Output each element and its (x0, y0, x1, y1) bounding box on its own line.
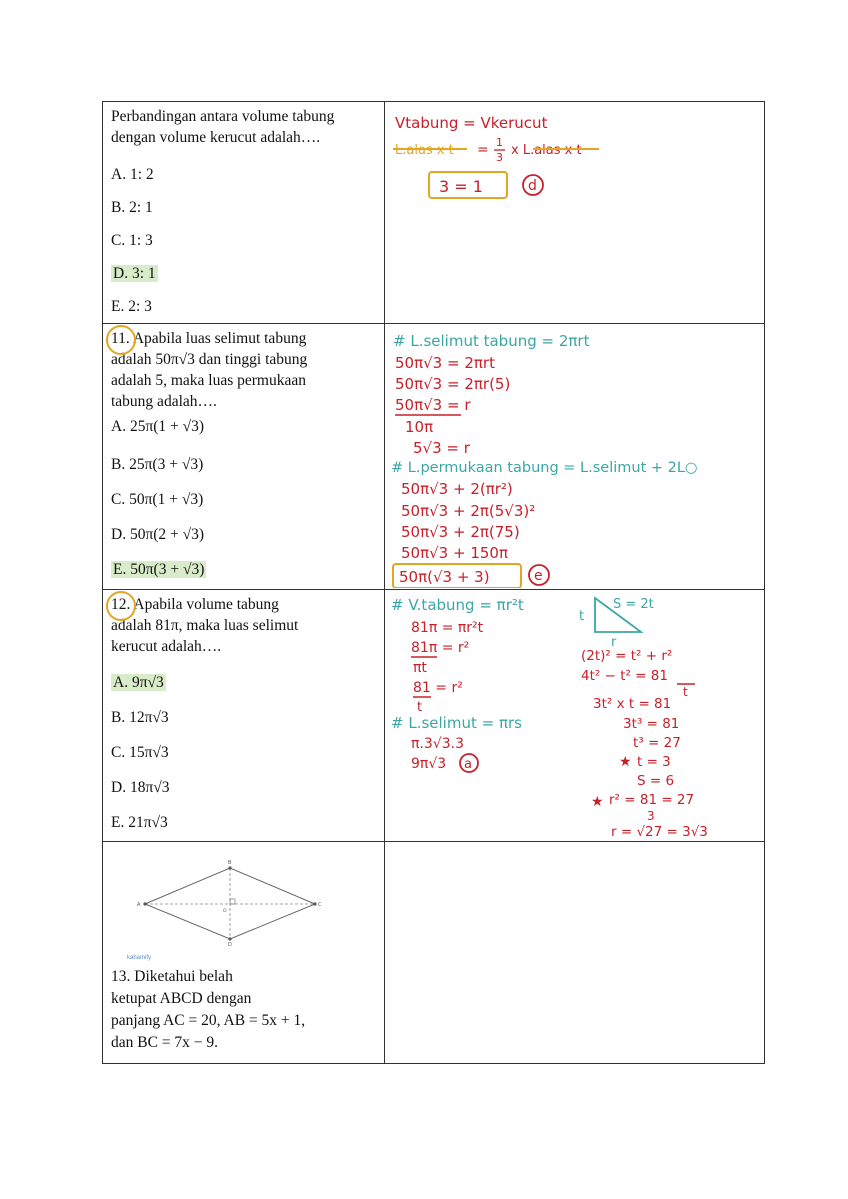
hw-line: 3t³ = 81 (623, 716, 680, 732)
question-text-13 (111, 966, 376, 1054)
option-c: C. 1: 3 (111, 232, 153, 249)
hw-boxed: 3 = 1 (439, 177, 483, 196)
option-c: C. 15π√3 (111, 744, 169, 761)
question-cell-11 (103, 324, 385, 590)
hw-line: 3 (647, 809, 655, 823)
hw-line: 50π√3 = 2πr(5) (395, 375, 511, 393)
hw-line: 81π = r² (411, 640, 470, 656)
hw-line: x L.alas x t (511, 143, 582, 158)
hw-line: 5√3 = r (413, 439, 470, 457)
option-d-correct: D. 3: 1 (113, 265, 156, 282)
hw-line: # V.tabung = πr²t (391, 596, 524, 614)
question-row-13 (103, 842, 765, 1064)
question-line: adalah 81π, maka luas selimut (111, 617, 299, 634)
option-a: A. 1: 2 (111, 166, 154, 183)
hw-line: L.alas x t (395, 143, 454, 158)
hw-line: 3t² x t = 81 (593, 696, 672, 712)
star-mark: ★ (619, 754, 632, 770)
hw-line: π.3√3.3 (411, 736, 464, 752)
hw-line: 81π = πr²t (411, 620, 484, 636)
hw-answer: e (534, 568, 543, 584)
hw-line: 4t² − t² = 81 (581, 668, 668, 684)
label-a: A (137, 902, 141, 908)
vertex-d (228, 937, 231, 940)
vertex-c (313, 902, 316, 905)
handwritten-solution-11 (385, 324, 765, 590)
hw-line: = (477, 142, 489, 158)
hw-line: # L.selimut tabung = 2πrt (393, 332, 590, 350)
hw-line: t (683, 685, 688, 699)
label-o: O (223, 909, 227, 914)
hw-line: # L.selimut = πrs (391, 714, 522, 732)
hw-line: r = √27 = 3√3 (611, 824, 708, 840)
hw-answer: a (464, 757, 472, 772)
question-line: kerucut adalah…. (111, 638, 222, 655)
question-line: Apabila luas selimut tabung (129, 330, 307, 347)
watermark: kahamify (127, 955, 152, 961)
hw-line: 50π√3 = r (395, 396, 471, 414)
question-cell-13 (103, 842, 385, 1064)
hw-frac-den: 3 (496, 151, 503, 164)
label-b: B (228, 860, 232, 866)
hw-line: πt (413, 660, 427, 676)
tri-label-r: r (611, 635, 617, 650)
hw-line: 50π√3 + 2π(75) (401, 523, 520, 541)
option-c: C. 50π(1 + √3) (111, 491, 204, 508)
question-table (102, 101, 765, 1064)
ring-mark (106, 325, 136, 355)
hw-line: Vtabung = Vkerucut (395, 114, 548, 132)
hw-line: # L.permukaan tabung = L.selimut + 2L○ (391, 460, 698, 476)
option-d: D. 18π√3 (111, 779, 170, 796)
option-a-correct: A. 9π√3 (113, 674, 164, 691)
option-d: D. 50π(2 + √3) (111, 526, 205, 543)
hw-answer: d (528, 178, 537, 194)
option-e-correct: E. 50π(3 + √3) (113, 561, 205, 578)
question-line: 13. Diketahui belah (111, 968, 233, 985)
label-c: C (318, 902, 322, 908)
hw-line: S = 6 (637, 773, 675, 789)
handwritten-solution-12 (385, 590, 765, 842)
option-e: E. 2: 3 (111, 298, 152, 315)
question-text-11 (111, 328, 376, 412)
hw-line: 50π√3 = 2πrt (395, 354, 495, 372)
question-line: adalah 50π√3 dan tinggi tabung (111, 351, 308, 368)
handwritten-solution-10 (385, 102, 765, 324)
hw-line: 50π√3 + 2(πr²) (401, 480, 513, 498)
hw-line: 50π√3 + 150π (401, 544, 508, 562)
star-mark: ★ (591, 794, 604, 810)
ring-mark (106, 591, 136, 621)
hw-line: 81 = r² (413, 680, 463, 696)
question-line: Perbandingan antara volume tabung (111, 108, 335, 125)
question-row-11 (103, 324, 765, 590)
label-d: D (228, 942, 232, 948)
question-line: dan BC = 7x − 9. (111, 1034, 219, 1051)
vertex-b (228, 866, 231, 869)
question-number-12: 12. (111, 594, 130, 615)
hw-boxed: 50π(√3 + 3) (399, 568, 490, 586)
solution-sketch-11 (385, 324, 762, 588)
tri-label-t: t (579, 609, 585, 624)
question-cell-10 (103, 102, 385, 324)
question-line: dengan volume kerucut adalah…. (111, 129, 321, 146)
rhombus-diagram (111, 842, 331, 964)
hw-frac-num: 1 (496, 136, 503, 149)
question-line: ketupat ABCD dengan (111, 990, 252, 1007)
hw-line: 10π (405, 418, 434, 436)
question-line: tabung adalah…. (111, 393, 217, 410)
hw-line: t = 3 (637, 754, 671, 770)
question-text-10 (111, 106, 376, 148)
vertex-a (143, 902, 146, 905)
question-text-12 (111, 594, 376, 657)
option-b: B. 2: 1 (111, 199, 153, 216)
question-line: panjang AC = 20, AB = 5x + 1, (111, 1012, 306, 1029)
question-number-11: 11. (111, 328, 130, 349)
hw-line: 9π√3 (411, 756, 447, 772)
question-row-12 (103, 590, 765, 842)
rhombus-figure (111, 842, 331, 962)
hw-line: t³ = 27 (633, 735, 681, 751)
question-line: Apabila volume tabung (130, 596, 279, 613)
option-b: B. 25π(3 + √3) (111, 456, 204, 473)
hw-line: 50π√3 + 2π(5√3)² (401, 502, 536, 520)
option-e: E. 21π√3 (111, 814, 168, 831)
solution-sketch-12 (385, 590, 762, 840)
hw-line: t (417, 700, 423, 715)
option-b: B. 12π√3 (111, 709, 169, 726)
tri-label-s: S = 2t (613, 597, 654, 612)
right-angle-mark (230, 899, 235, 904)
hw-line: (2t)² = t² + r² (581, 648, 673, 664)
question-line: adalah 5, maka luas permukaan (111, 372, 306, 389)
question-cell-12 (103, 590, 385, 842)
option-a: A. 25π(1 + √3) (111, 418, 205, 435)
handwritten-solution-13-empty (385, 842, 765, 1064)
solution-sketch-10 (385, 102, 762, 320)
hw-line: r² = 81 = 27 (609, 792, 695, 808)
question-row-10 (103, 102, 765, 324)
